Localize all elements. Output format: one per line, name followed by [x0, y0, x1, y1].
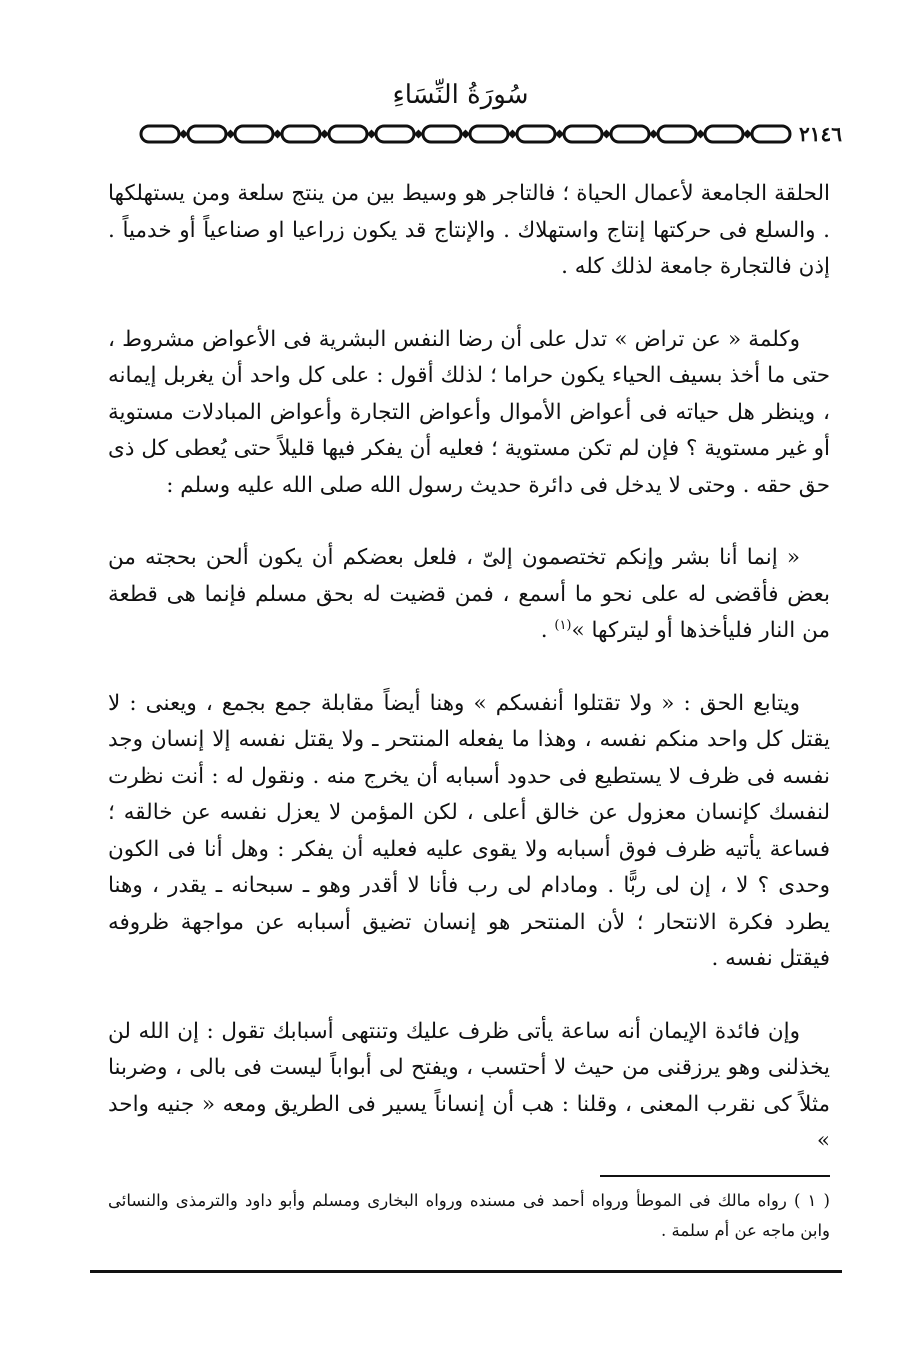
ornament-link	[141, 126, 179, 142]
footnote	[108, 1186, 830, 1246]
footnote-reference[interactable]: (١)	[554, 617, 572, 633]
paragraph-text: ويتابع الحق : « ولا تقتلوا أنفسكم » وهنا أيضاً مقابلة جمع بجمع ، ويعنى : لا يقتل كل واحد منكم نفسه ، وهذا ما يفعله المنتحر ـ ولا يقتل نفسه إلا إنسان وجد نفسه فى ظرف لا يستطيع فى حدود أسبابه أن يخرج منه . ونقول له : أنت نظرت لنفسك كإنسان معزول عن خالق أعلى ، لكن المؤمن لا يعزل نفسه عن خالقه ؛ فساعة يأتيه ظرف فوق أسبابه ولا يقوى عليه فعليه أن يفكر : وهل أنا فى الكون وحدى ؟ لا ، إن لى ربًّا . ومادام لى رب فأنا لا أقدر وهو ـ سبحانه ـ يقدر ، وهنا يطرد فكرة الانتحار ؛ لأن المنتحر هو إنسان تضيق أسبابه عن مواجهة ظروفه فيقتل نفسه .	[108, 690, 830, 971]
paragraph-1	[108, 176, 830, 286]
paragraph-text: « إنما أنا بشر وإنكم تختصمون إلىّ ، فلعل بعضكم أن يكون ألحن بحجته من بعض فأقضى له على نحو ما أسمع ، فمن قضيت له بحق مسلم فإنما هى قطعة من النار فليأخذها أو ليتركها »	[108, 545, 830, 643]
ornament-link	[752, 126, 790, 142]
ornament-link	[423, 126, 461, 142]
paragraph-2	[108, 322, 830, 505]
ornament-link	[470, 126, 508, 142]
ornament-link	[282, 126, 320, 142]
ornament-link	[658, 126, 696, 142]
ornament-link	[517, 126, 555, 142]
surah-title: سُورَةُ النِّسَاءِ	[392, 80, 529, 110]
paragraph-text: الحلقة الجامعة لأعمال الحياة ؛ فالتاجر هو وسيط بين من ينتج سلعة ومن يستهلكها . والسلع فى حركتها إنتاج واستهلاك . والإنتاج قد يكون زراعيا او صناعياً أو خدمياً . إذن فالتجارة جامعة لذلك كله .	[108, 181, 830, 279]
paragraph-text: وإن فائدة الإيمان أنه ساعة يأتى ظرف عليك وتنتهى أسبابك تقول : إن الله لن يخذلنى وهو يرزقنى من حيث لا أحتسب ، ويفتح لى أبواباً ليست فى بالى ، وضربنا مثلاً كى نقرب المعنى ، وقلنا : هب أن إنساناً يسير فى الطريق ومعه « جنيه واحد »	[108, 1018, 830, 1153]
main-text	[108, 176, 830, 1196]
paragraph-4	[108, 686, 830, 978]
paragraph-3-hadith	[108, 540, 830, 650]
ornament-link	[611, 126, 649, 142]
ornament-link	[376, 126, 414, 142]
ornament-link	[564, 126, 602, 142]
bottom-rule	[90, 1270, 842, 1273]
footnote-text: ( ١ ) رواه مالك فى الموطأ ورواه أحمد فى مسنده ورواه البخارى ومسلم وأبو داود والترمذى والنسائى وابن ماجه عن أم سلمة .	[108, 1191, 830, 1240]
header-ornament-band	[86, 119, 846, 149]
paragraph-text-end: .	[540, 618, 555, 643]
ornament-link	[705, 126, 743, 142]
paragraph-text: وكلمة « عن تراض » تدل على أن رضا النفس البشرية فى الأعواض مشروط ، حتى ما أخذ بسيف الحياء يكون حراما ؛ لذلك أقول : على كل واحد أن يغربل إيمانه ، وينظر هل حياته فى أعواض الأموال وأعواض التجارة وأعواض المبادلات مستوية أو غير مستوية ؟ فإن لم تكن مستوية ؛ فعليه أن يفكر فيها قليلاً حتى يُعطى كل ذى حق حقه . وحتى لا يدخل فى دائرة حديث رسول الله صلى الله عليه وسلم :	[108, 326, 830, 498]
paragraph-5	[108, 1014, 830, 1160]
ornament-link	[188, 126, 226, 142]
ornament-link	[235, 126, 273, 142]
page-number: ٢١٤٦	[799, 122, 842, 146]
ornament-chain	[139, 119, 795, 149]
footnote-separator	[600, 1175, 830, 1177]
ornament-link	[329, 126, 367, 142]
